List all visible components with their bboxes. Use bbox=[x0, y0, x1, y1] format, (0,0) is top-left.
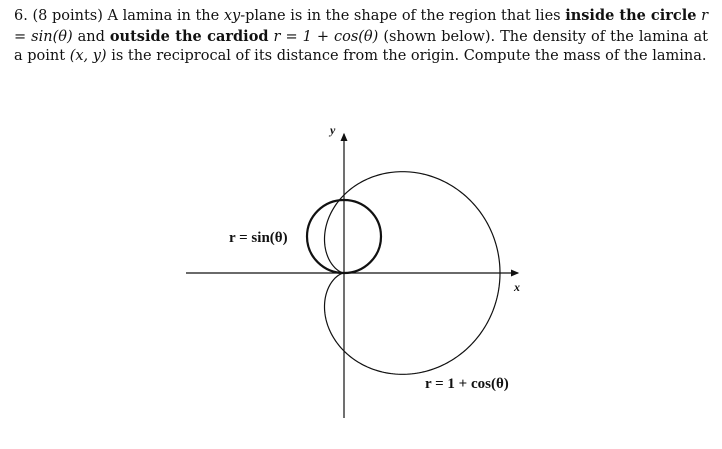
problem-text-2: -plane is in the shape of the region that lies bbox=[240, 8, 561, 24]
problem-number: 6. bbox=[14, 8, 28, 24]
y-axis-label: y bbox=[330, 123, 336, 137]
problem-text-3: and bbox=[77, 28, 105, 45]
bold-outside-cardioid: outside the cardiod bbox=[109, 27, 269, 45]
bold-inside-circle: inside the circle bbox=[565, 7, 697, 24]
point-notation: (x, y) bbox=[69, 48, 107, 64]
cardioid-label: r = 1 + cos(θ) bbox=[425, 376, 509, 392]
cardioid-equation: r = 1 + cos(θ) bbox=[273, 28, 379, 45]
circle-label: r = sin(θ) bbox=[229, 230, 288, 246]
problem-text-1: A lamina in the bbox=[107, 8, 220, 24]
circle-equation: r = sin(θ) bbox=[14, 8, 708, 45]
plane-variable: xy bbox=[223, 8, 241, 24]
x-axis-label: x bbox=[514, 280, 520, 294]
problem-text-5: is the reciprocal of its distance from the origin. Compute the mass of the lamina. bbox=[111, 48, 707, 64]
problem-text-4: (shown below). The density of the lamina at a point bbox=[14, 28, 708, 64]
problem-points: (8 points) bbox=[32, 8, 103, 24]
